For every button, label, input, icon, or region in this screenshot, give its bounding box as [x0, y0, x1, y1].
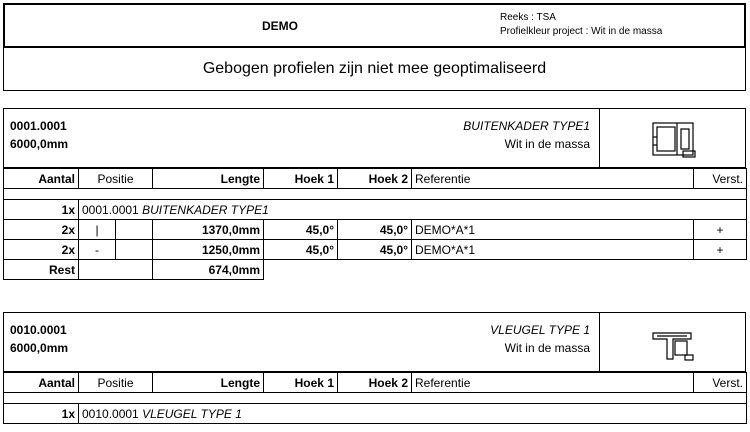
cell-positie: - [79, 240, 116, 260]
col-hoek1: Hoek 1 [264, 373, 338, 393]
header-info [500, 11, 662, 39]
sash-profile-icon [599, 313, 745, 371]
profile-length: 6000,0mm [10, 137, 69, 151]
profile-name: VLEUGEL TYPE 1 [490, 323, 590, 337]
cell-verst: + [694, 240, 747, 260]
cell-hoek2: 45,0° [338, 220, 412, 240]
profile-code: 0001.0001 [10, 119, 67, 133]
col-positie: Positie [79, 373, 153, 393]
table-row [4, 240, 747, 260]
project-color-label: Profielkleur project : Wit in de massa [500, 26, 663, 37]
cell-hoek1: 45,0° [264, 220, 338, 240]
cell-lengte: 1250,0mm [153, 240, 264, 260]
summary-code: 0001.0001 [82, 202, 139, 217]
profile-name: BUITENKADER TYPE1 [463, 119, 590, 133]
table-row [4, 220, 747, 240]
cell-positie: | [79, 220, 116, 240]
col-referentie: Referentie [412, 169, 694, 189]
spacer-row [4, 393, 747, 404]
rest-length: 674,0mm [153, 260, 264, 280]
col-positie: Positie [79, 169, 153, 189]
cell-lengte: 1370,0mm [153, 220, 264, 240]
col-aantal: Aantal [4, 169, 79, 189]
document-header [3, 3, 746, 48]
summary-name: BUITENKADER TYPE1 [142, 202, 269, 217]
profile-header [3, 312, 746, 372]
series-label: Reeks : TSA [500, 12, 556, 23]
profile-color: Wit in de massa [504, 341, 590, 355]
header-row [4, 373, 747, 393]
summary-code: 0010.0001 [82, 406, 139, 421]
rest-label: Rest [4, 260, 79, 280]
col-verst: Verst. [694, 169, 747, 189]
cell-verst: + [694, 220, 747, 240]
cell-referentie: DEMO*A*1 [412, 240, 694, 260]
cell-positie-2 [116, 240, 153, 260]
cell-aantal: 2x [4, 240, 79, 260]
rest-row [4, 260, 747, 280]
profile-color: Wit in de massa [504, 137, 590, 151]
cut-list-table [3, 168, 747, 280]
col-aantal: Aantal [4, 373, 79, 393]
cell-hoek1: 45,0° [264, 240, 338, 260]
summary-row [4, 200, 747, 220]
cell-positie-2 [116, 220, 153, 240]
document-title: DEMO [262, 18, 298, 33]
summary-name: VLEUGEL TYPE 1 [142, 406, 242, 421]
summary-row [4, 404, 747, 424]
profile-code: 0010.0001 [10, 323, 67, 337]
col-hoek2: Hoek 2 [338, 169, 412, 189]
cell-aantal: 2x [4, 220, 79, 240]
cell-hoek2: 45,0° [338, 240, 412, 260]
profile-length: 6000,0mm [10, 341, 69, 355]
col-lengte: Lengte [153, 373, 264, 393]
summary-count: 1x [4, 404, 79, 424]
optimization-notice: Gebogen profielen zijn niet mee geoptimaliseerd [3, 47, 746, 91]
col-hoek2: Hoek 2 [338, 373, 412, 393]
profile-header [3, 108, 746, 168]
col-lengte: Lengte [153, 169, 264, 189]
header-row [4, 169, 747, 189]
spacer-row [4, 189, 747, 200]
col-verst: Verst. [694, 373, 747, 393]
col-referentie: Referentie [412, 373, 694, 393]
summary-count: 1x [4, 200, 79, 220]
frame-profile-icon [599, 109, 745, 167]
cut-list-table [3, 372, 747, 424]
col-hoek1: Hoek 1 [264, 169, 338, 189]
cell-referentie: DEMO*A*1 [412, 220, 694, 240]
